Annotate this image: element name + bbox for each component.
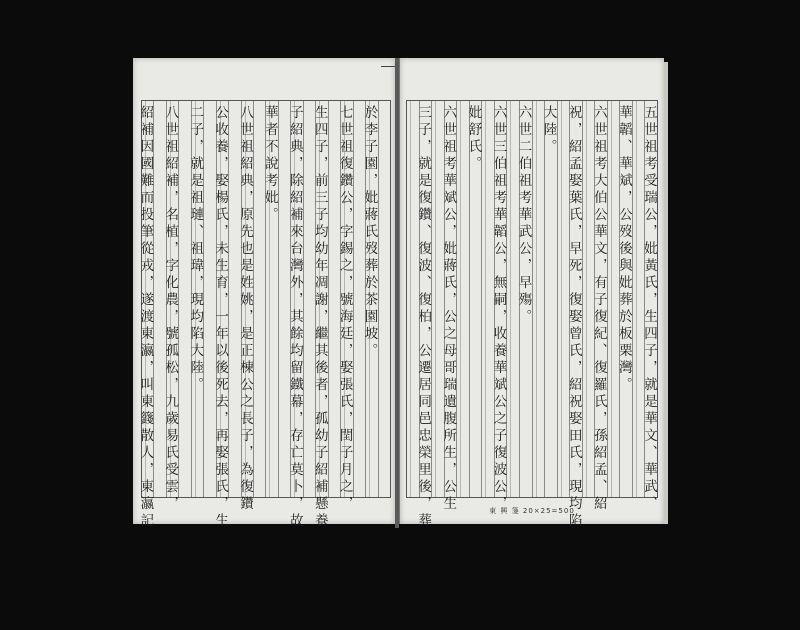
left-manuscript-grid [137,100,391,530]
left-text-line: 二子，就是祖璉、祖瑋，現均陷大陸。 [187,105,204,394]
left-page [133,58,396,530]
right-grid-column [582,101,595,497]
right-text-line: 六世三伯祖考華韜公，無嗣，收養華斌公之子復波公， [490,105,507,513]
left-grid-column [328,101,340,497]
open-book [133,58,663,528]
right-text-line: 大陸。 [540,105,557,156]
left-grid-column [286,101,303,530]
page-edge [664,62,668,524]
left-text-line: 公收養，娶楊氏，未生育，一年以後死去，再娶張氏，生 [212,105,229,530]
page-mark [381,66,395,67]
left-text-line: 七世祖復鑽公，字錫之，號海廷，娶張氏，閏子月之， [336,105,353,513]
right-page [399,58,664,530]
right-grid-column [632,101,645,497]
right-grid-column [607,101,620,497]
right-grid-column [515,101,532,497]
right-grid-column [440,101,457,513]
right-grid-column [565,101,582,530]
right-grid-column [490,101,507,513]
right-text-line: 祝，紹孟娶葉氏，早死，復娶曾氏，紹祝娶田氏，現均陷 [565,105,582,530]
left-grid-column [253,101,265,497]
right-text-line: 五世祖考受瑞公，妣黃氏，生四子，就是華文、華武、 [641,105,657,513]
left-grid-column [378,101,390,497]
left-grid-column [137,101,154,530]
left-grid-column [336,101,353,513]
right-text-line: 六世二伯祖考華武公，早殤。 [515,105,532,326]
left-grid-column [212,101,229,530]
left-text-line: 生四子，前三子均幼年凋謝，繼其後者，孤幼子紹補懸養 [311,105,328,530]
left-grid-column [187,101,204,497]
right-grid-column [456,101,469,497]
left-text-line: 於李子園，妣蔣氏歿葬於茶園坡。 [361,105,378,360]
right-text-line: 六世祖考華斌公，妣蔣氏，公之母哥瑞遺腹所生，公生 [440,105,457,513]
right-grid-column [415,101,432,530]
right-grid-column [557,101,570,497]
left-grid-column [353,101,365,497]
left-grid-column [311,101,328,530]
right-grid-column [481,101,494,497]
right-grid-column [465,101,482,497]
paper-footer: 東 興 箋 20×25=500 [489,507,575,515]
left-text-line: 華者不說考妣。 [261,105,278,224]
right-text-line: 三子，就是復鑽、復波、復柏，公遷居同邑忠榮里後，葬 [415,105,432,530]
right-grid-column [407,101,419,497]
left-grid-column [303,101,315,497]
left-text-line: 八世祖紹補，名植，字化農，號孤松，九歲易氏受雲， [162,105,179,513]
left-grid-column [228,101,240,497]
left-grid-column [153,101,165,497]
left-grid-column [361,101,378,497]
left-grid-column [162,101,179,513]
left-grid-column [203,101,215,497]
left-grid-column [178,101,190,497]
left-text-line: 子紹典，除紹補來台灣外，其餘均留鐵幕，存亡莫卜，故 [286,105,303,530]
left-text-line: 八世祖紹典，原先也是姓姚，是正棟公之長子，為復鑽 [237,105,254,513]
right-grid-column [641,101,657,513]
right-grid-column [540,101,557,497]
right-text-line: 妣舒氏。 [465,105,482,173]
right-grid-column [506,101,519,497]
left-grid-column [261,101,278,497]
right-text-line: 華韜、華斌，公歿後與妣葬於板栗灣。 [615,105,632,394]
left-grid-column [278,101,290,497]
left-text-line: 紹補因國難而投筆從戎，遂渡東瀛，叫東籛散人，東瀛記 [137,105,154,530]
right-grid-column [615,101,632,497]
right-grid-column [532,101,545,497]
right-text-line: 六世祖考大伯公華文，有子復紀、復羅氏，孫紹孟、紹 [590,105,607,513]
left-grid-column [237,101,254,513]
right-grid-column [590,101,607,513]
right-grid-column [431,101,444,497]
